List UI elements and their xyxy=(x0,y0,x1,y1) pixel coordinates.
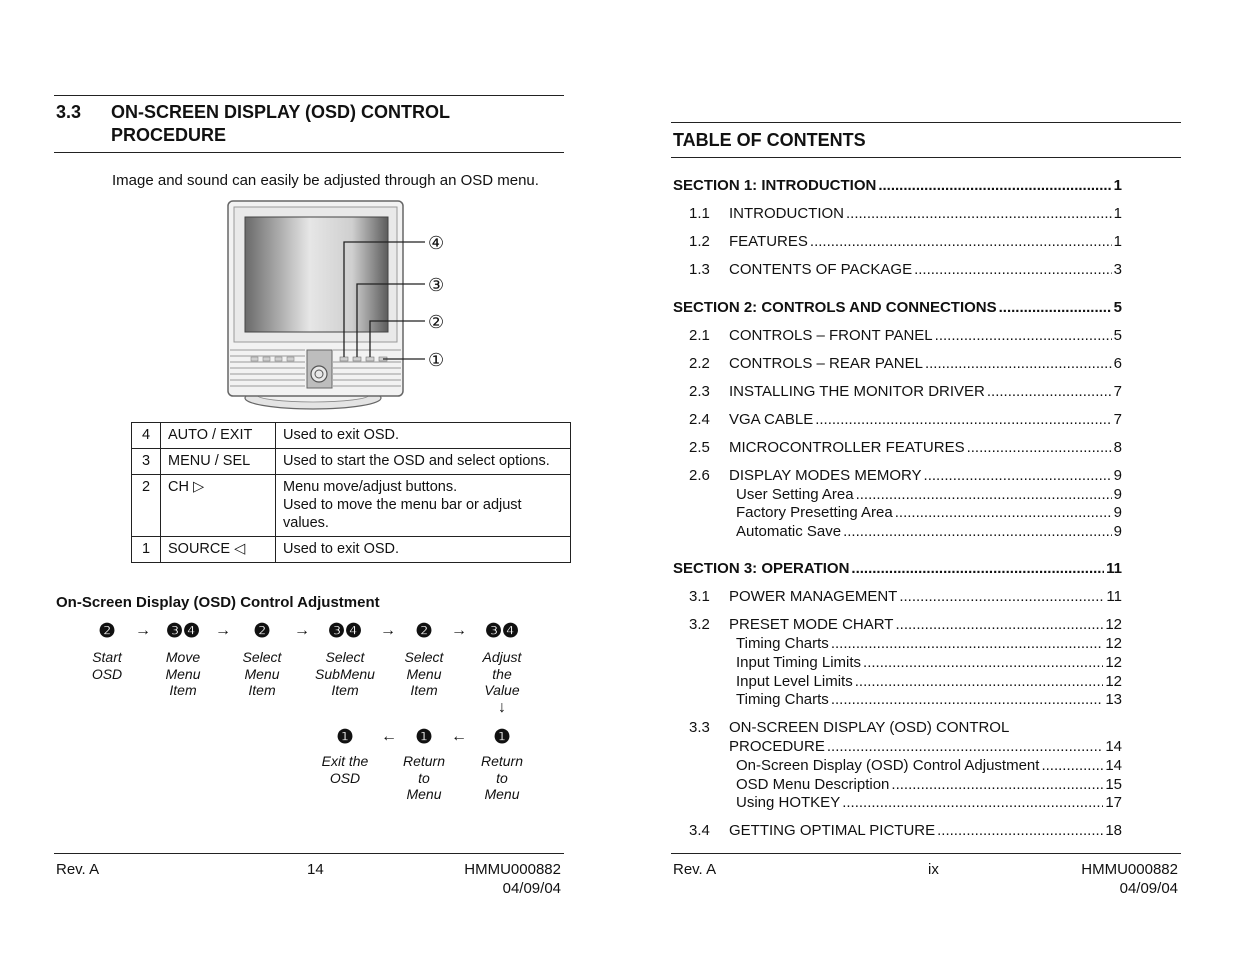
toc-dot-leader xyxy=(831,635,1104,653)
flow-return-1-label: Return to Menu xyxy=(402,753,446,802)
toc-section-entry xyxy=(673,299,1122,317)
toc-entry xyxy=(673,205,1122,223)
toc-entry-number: 1.2 xyxy=(689,233,710,250)
arrow-right-icon: → xyxy=(294,622,310,639)
toc-dot-leader xyxy=(855,673,1104,691)
toc-dot-leader xyxy=(878,177,1111,195)
toc-page-number: 5 xyxy=(1113,327,1122,344)
flow-step-3-symbol: ❷ xyxy=(253,621,271,642)
toc-entry xyxy=(673,776,1122,794)
toc-dot-leader xyxy=(851,560,1104,578)
toc-entry-number: 2.5 xyxy=(689,439,710,456)
toc-entry-continuation xyxy=(673,738,1122,756)
toc-dot-leader xyxy=(895,504,1112,522)
toc-entry-number: 3.3 xyxy=(689,719,710,736)
toc-entry-title: DISPLAY MODES MEMORY xyxy=(729,467,922,484)
table-row xyxy=(132,537,571,563)
footer-page-number: ix xyxy=(928,861,939,878)
toc-dot-leader xyxy=(987,383,1112,401)
toc-dot-leader xyxy=(899,588,1104,606)
footer-rule xyxy=(54,853,564,854)
toc-section-entry xyxy=(673,560,1122,578)
toc-entry-title: MICROCONTROLLER FEATURES xyxy=(729,439,965,456)
flow-return-2-symbol: ❶ xyxy=(493,727,511,748)
toc-page-number: 5 xyxy=(1113,299,1122,316)
toc-entry xyxy=(673,383,1122,401)
flow-return-2-label: Return to Menu xyxy=(480,753,524,802)
toc-page-number: 18 xyxy=(1105,822,1122,839)
toc-dot-leader xyxy=(937,822,1103,840)
toc-entry xyxy=(673,635,1122,653)
header-top-rule xyxy=(54,95,564,96)
table-row xyxy=(132,423,571,449)
left-page xyxy=(0,0,617,954)
toc-entry-title: Timing Charts xyxy=(736,635,829,652)
toc-page-number: 9 xyxy=(1113,504,1122,521)
toc-dot-leader xyxy=(891,776,1103,794)
toc-dot-leader xyxy=(967,439,1112,457)
flow-step-5-symbol: ❷ xyxy=(415,621,433,642)
toc-entry-number: 3.4 xyxy=(689,822,710,839)
toc-entry xyxy=(673,691,1122,709)
flow-step-1-symbol: ❷ xyxy=(98,621,116,642)
toc-dot-leader xyxy=(914,261,1112,279)
toc-entry-title: Factory Presetting Area xyxy=(736,504,893,521)
toc-dot-leader xyxy=(815,411,1111,429)
toc-entry-number: 2.6 xyxy=(689,467,710,484)
toc-entry xyxy=(673,822,1122,840)
flow-exit-label: Exit the OSD xyxy=(321,753,369,786)
toc-entry-title: INTRODUCTION xyxy=(729,205,844,222)
toc-entry-title: FEATURES xyxy=(729,233,808,250)
toc-entry-title: PRESET MODE CHART xyxy=(729,616,894,633)
arrow-right-icon: → xyxy=(215,622,231,639)
control-key: CH ▷ xyxy=(161,475,276,537)
control-number: 1 xyxy=(132,537,161,563)
control-key: MENU / SEL xyxy=(161,449,276,475)
toc-entry-title: SECTION 2: CONTROLS AND CONNECTIONS xyxy=(673,299,997,316)
toc-dot-leader xyxy=(863,654,1103,672)
toc-page-number: 8 xyxy=(1113,439,1122,456)
toc-entry xyxy=(673,355,1122,373)
toc-entry-title: INSTALLING THE MONITOR DRIVER xyxy=(729,383,985,400)
toc-dot-leader xyxy=(842,794,1103,812)
control-description: Menu move/adjust buttons. Used to move the menu bar or adjust values. xyxy=(276,475,571,537)
toc-entry-number: 1.3 xyxy=(689,261,710,278)
toc-dot-leader xyxy=(935,327,1112,345)
toc-dot-leader xyxy=(924,467,1112,485)
toc-entry xyxy=(673,654,1122,672)
toc-page-number: 13 xyxy=(1105,691,1122,708)
toc-entry xyxy=(673,327,1122,345)
toc-dot-leader xyxy=(810,233,1112,251)
flow-step-3-label: Select Menu Item xyxy=(242,649,282,698)
toc-entry-number: 2.1 xyxy=(689,327,710,344)
monitor-illustration xyxy=(225,198,455,413)
arrow-left-icon: ← xyxy=(451,728,467,745)
toc-entry xyxy=(673,794,1122,812)
arrow-down-icon: ↓ xyxy=(498,699,506,716)
control-key: SOURCE ◁ xyxy=(161,537,276,563)
toc-entry-title: GETTING OPTIMAL PICTURE xyxy=(729,822,936,839)
footer-rev: Rev. A xyxy=(56,861,100,878)
toc-page-number: 3 xyxy=(1113,261,1122,278)
toc-entry-title: Using HOTKEY xyxy=(736,794,841,811)
flow-step-4-symbol: ❸❹ xyxy=(327,621,363,642)
flow-step-1-label: Start OSD xyxy=(91,649,123,682)
toc-entry-title: Automatic Save xyxy=(736,523,842,540)
toc-page-number: 12 xyxy=(1105,635,1122,652)
toc-entry xyxy=(673,588,1122,606)
toc-entry xyxy=(673,411,1122,429)
footer-doc-number: HMMU000882 xyxy=(1081,861,1178,878)
toc-dot-leader xyxy=(827,738,1103,756)
toc-entry-title: CONTENTS OF PACKAGE xyxy=(729,261,913,278)
header-bottom-rule xyxy=(54,152,564,153)
toc-entry-title: PROCEDURE xyxy=(729,738,825,755)
control-key: AUTO / EXIT xyxy=(161,423,276,449)
toc-entry-title: On-Screen Display (OSD) Control Adjustment xyxy=(736,757,1040,774)
toc-entry xyxy=(673,261,1122,279)
toc-entry-title: Timing Charts xyxy=(736,691,829,708)
control-description: Used to exit OSD. xyxy=(276,537,571,563)
toc-dot-leader xyxy=(846,205,1112,223)
toc-page-number: 17 xyxy=(1105,794,1122,811)
flow-step-6-label: Adjust the Value xyxy=(482,649,522,698)
toc-page-number: 11 xyxy=(1106,560,1122,577)
control-description: Used to start the OSD and select options. xyxy=(276,449,571,475)
toc-page-number: 14 xyxy=(1105,738,1122,755)
callout-4: ④ xyxy=(428,233,445,253)
control-number: 3 xyxy=(132,449,161,475)
arrow-right-icon: → xyxy=(380,622,396,639)
table-row xyxy=(132,475,571,537)
toc-page-number: 9 xyxy=(1113,467,1122,484)
arrow-right-icon: → xyxy=(135,622,151,639)
toc-page-number: 12 xyxy=(1105,673,1122,690)
arrow-right-icon: → xyxy=(451,622,467,639)
toc-entry xyxy=(673,719,1122,737)
toc-entry-title: SECTION 3: OPERATION xyxy=(673,560,850,577)
arrow-left-icon: ← xyxy=(381,728,397,745)
toc-title: TABLE OF CONTENTS xyxy=(673,130,866,150)
toc-entry-title: POWER MANAGEMENT xyxy=(729,588,898,605)
footer-date: 04/09/04 xyxy=(1119,880,1178,897)
flow-step-5-label: Select Menu Item xyxy=(404,649,444,698)
toc-entry-title: OSD Menu Description xyxy=(736,776,890,793)
toc-entry-title: SECTION 1: INTRODUCTION xyxy=(673,177,877,194)
control-number: 2 xyxy=(132,475,161,537)
flow-step-4-label: Select SubMenu Item xyxy=(315,649,375,698)
toc-entry xyxy=(673,757,1122,775)
toc-entry-number: 1.1 xyxy=(689,205,710,222)
control-description: Used to exit OSD. xyxy=(276,423,571,449)
toc-page-number: 1 xyxy=(1113,205,1122,222)
toc-entry xyxy=(673,504,1122,522)
toc-entry-title: Input Level Limits xyxy=(736,673,853,690)
flow-step-2-label: Move Menu Item xyxy=(165,649,201,698)
toc-entry-number: 3.1 xyxy=(689,588,710,605)
section-title-line2: PROCEDURE xyxy=(111,125,227,145)
section-number: 3.3 xyxy=(56,102,82,122)
osd-controls-table xyxy=(131,422,571,563)
toc-dot-leader xyxy=(999,299,1112,317)
toc-entry-title: ON-SCREEN DISPLAY (OSD) CONTROL xyxy=(729,719,1010,736)
callout-2: ② xyxy=(428,312,445,332)
footer-rule xyxy=(671,853,1181,854)
toc-dot-leader xyxy=(843,523,1112,541)
toc-dot-leader xyxy=(895,616,1103,634)
flow-exit-symbol: ❶ xyxy=(336,727,354,748)
toc-dot-leader xyxy=(856,486,1112,504)
toc-entry-number: 2.2 xyxy=(689,355,710,372)
footer-page-number: 14 xyxy=(307,861,324,878)
toc-entry xyxy=(673,233,1122,251)
toc-dot-leader xyxy=(1041,757,1103,775)
callout-3: ③ xyxy=(428,275,445,295)
intro-text: Image and sound can easily be adjusted through an OSD menu. xyxy=(112,172,539,189)
footer-doc-number: HMMU000882 xyxy=(464,861,561,878)
toc-entry-title: VGA CABLE xyxy=(729,411,814,428)
flow-step-2-symbol: ❸❹ xyxy=(165,621,201,642)
toc-entry-title: User Setting Area xyxy=(736,486,854,503)
toc-entry xyxy=(673,616,1122,634)
toc-page-number: 15 xyxy=(1105,776,1122,793)
toc-bottom-rule xyxy=(671,157,1181,158)
toc-entry-number: 2.3 xyxy=(689,383,710,400)
toc-page-number: 12 xyxy=(1105,654,1122,671)
toc-entry xyxy=(673,523,1122,541)
toc-entry xyxy=(673,439,1122,457)
toc-page-number: 6 xyxy=(1113,355,1122,372)
right-page xyxy=(617,0,1235,954)
section-title-line1: ON-SCREEN DISPLAY (OSD) CONTROL xyxy=(111,102,451,122)
footer-rev: Rev. A xyxy=(673,861,717,878)
toc-section-entry xyxy=(673,177,1122,195)
toc-page-number: 14 xyxy=(1105,757,1122,774)
toc-entry-number: 2.4 xyxy=(689,411,710,428)
toc-page-number: 11 xyxy=(1106,588,1122,605)
toc-page-number: 9 xyxy=(1113,523,1122,540)
toc-entry-title: CONTROLS – REAR PANEL xyxy=(729,355,923,372)
control-number: 4 xyxy=(132,423,161,449)
flow-return-1-symbol: ❶ xyxy=(415,727,433,748)
toc-page-number: 7 xyxy=(1113,411,1122,428)
flow-step-6-symbol: ❸❹ xyxy=(484,621,520,642)
toc-page-number: 7 xyxy=(1113,383,1122,400)
toc-entry xyxy=(673,486,1122,504)
footer-date: 04/09/04 xyxy=(502,880,561,897)
toc-page-number: 1 xyxy=(1113,233,1122,250)
toc-top-rule xyxy=(671,122,1181,123)
toc-dot-leader xyxy=(925,355,1112,373)
callout-1: ① xyxy=(428,350,445,370)
toc-entry-number: 3.2 xyxy=(689,616,710,633)
toc-entry-title: CONTROLS – FRONT PANEL xyxy=(729,327,933,344)
toc-page-number: 12 xyxy=(1105,616,1122,633)
toc-entry-title: Input Timing Limits xyxy=(736,654,862,671)
toc-page-number: 1 xyxy=(1113,177,1122,194)
toc-page-number: 9 xyxy=(1113,486,1122,503)
toc-dot-leader xyxy=(831,691,1104,709)
adjust-heading: On-Screen Display (OSD) Control Adjustment xyxy=(56,594,380,611)
toc-entry xyxy=(673,467,1122,485)
toc-entry xyxy=(673,673,1122,691)
table-row xyxy=(132,449,571,475)
